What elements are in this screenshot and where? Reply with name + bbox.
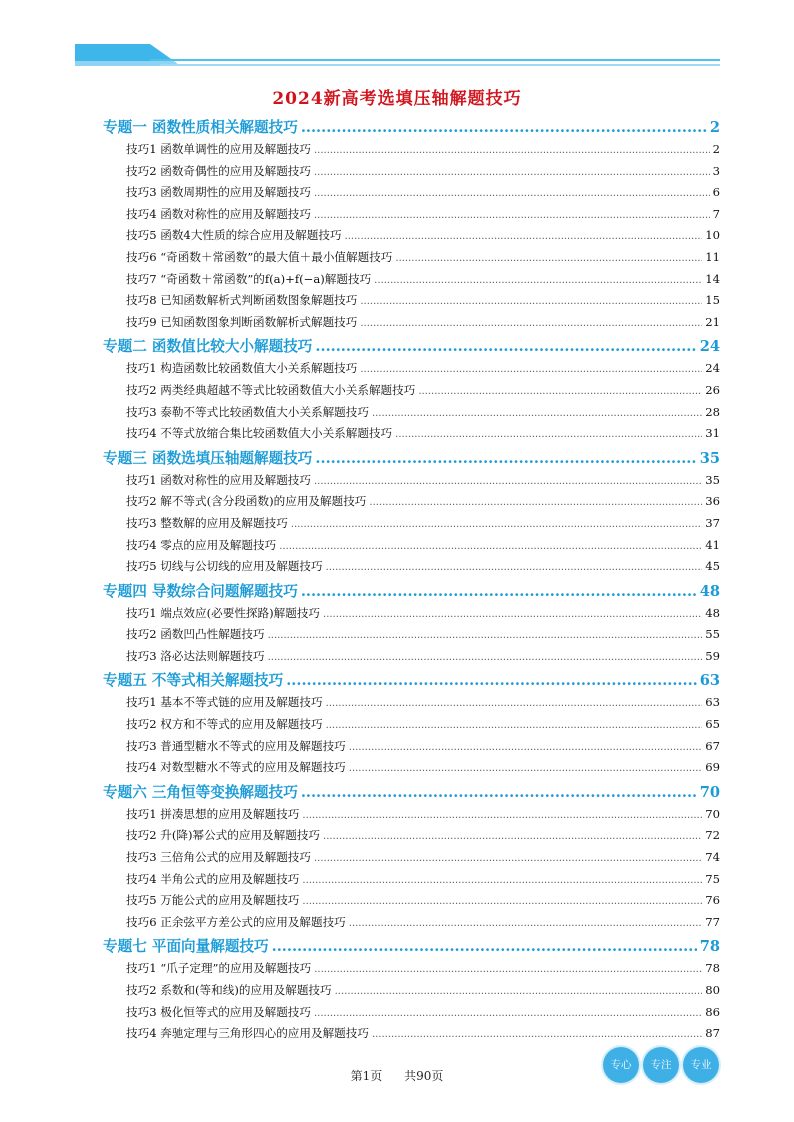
toc-section-label: 专题一 函数性质相关解题技巧 <box>103 119 298 136</box>
toc-section[interactable] <box>103 781 720 806</box>
toc-item-label: 技巧2 函数凹凸性解题技巧 <box>126 627 265 642</box>
badge-zhuanxin: 专心 <box>603 1047 639 1083</box>
leader-dots <box>360 318 702 329</box>
toc-item[interactable] <box>103 738 720 760</box>
toc-item-page: 48 <box>705 605 720 620</box>
toc-section[interactable] <box>103 335 720 360</box>
toc-item[interactable] <box>103 849 720 871</box>
leader-dots <box>301 583 697 600</box>
leader-dots <box>314 145 710 156</box>
toc-section[interactable] <box>103 116 720 141</box>
leader-dots <box>314 476 702 487</box>
page-number: 第1页 <box>350 1069 383 1083</box>
toc-item[interactable] <box>103 360 720 382</box>
leader-dots <box>286 672 696 689</box>
toc-item[interactable] <box>103 827 720 849</box>
toc-item[interactable] <box>103 1004 720 1026</box>
toc-item-page: 11 <box>705 249 720 264</box>
toc-item[interactable] <box>103 382 720 404</box>
toc-item-page: 78 <box>705 961 720 976</box>
leader-dots <box>268 652 703 663</box>
toc-item-page: 80 <box>705 983 720 997</box>
toc-item-page: 77 <box>705 914 720 929</box>
toc-item-label: 技巧8 已知函数解析式判断函数图象解题技巧 <box>126 293 358 308</box>
toc-item[interactable] <box>103 184 720 206</box>
leader-dots <box>326 698 703 709</box>
toc-section-label: 专题四 导数综合问题解题技巧 <box>103 582 298 600</box>
toc-item-label: 技巧2 两类经典超越不等式比较函数值大小关系解题技巧 <box>126 382 416 397</box>
toc-section-page: 2 <box>709 119 720 136</box>
toc-item-label: 技巧4 奔驰定理与三角形四心的应用及解题技巧 <box>126 1026 369 1041</box>
toc-item[interactable] <box>103 1025 720 1047</box>
toc-item-label: 技巧1 拼凑思想的应用及解题技巧 <box>126 806 300 821</box>
toc-item-label: 技巧1 函数对称性的应用及解题技巧 <box>126 472 311 487</box>
badge-zhuanzhu: 专注 <box>643 1047 679 1083</box>
toc-item[interactable] <box>103 605 720 627</box>
toc-section-page: 48 <box>699 582 720 600</box>
leader-dots <box>326 720 703 731</box>
toc-item-page: 76 <box>705 893 720 908</box>
toc-item[interactable] <box>103 960 720 982</box>
toc-section[interactable] <box>103 935 720 960</box>
toc-section-page: 63 <box>699 672 720 690</box>
slogan-badges <box>603 1047 721 1085</box>
toc-item-page: 75 <box>705 871 720 886</box>
toc-item[interactable] <box>103 694 720 716</box>
leader-dots <box>315 450 696 467</box>
toc-item-label: 技巧3 洛必达法则解题技巧 <box>126 648 265 663</box>
toc-item[interactable] <box>103 141 720 163</box>
toc-item-page: 36 <box>705 494 720 509</box>
toc-item-page: 14 <box>705 271 720 286</box>
toc-item-label: 技巧3 整数解的应用及解题技巧 <box>126 515 288 530</box>
toc-item[interactable] <box>103 472 720 494</box>
toc-item-page: 10 <box>705 228 720 243</box>
toc-item-page: 21 <box>705 314 720 329</box>
toc-section[interactable] <box>103 580 720 605</box>
toc-item[interactable] <box>103 206 720 228</box>
toc-item-label: 技巧2 解不等式(含分段函数)的应用及解题技巧 <box>126 494 367 509</box>
leader-dots <box>302 896 702 907</box>
leader-dots <box>314 964 702 975</box>
toc-item-page: 63 <box>705 695 720 710</box>
toc-item-label: 技巧1 端点效应(必要性探路)解题技巧 <box>126 605 321 620</box>
leader-dots <box>301 784 697 801</box>
toc-item[interactable] <box>103 806 720 828</box>
leader-dots <box>372 408 702 419</box>
toc-section-page: 24 <box>699 338 720 356</box>
toc-item-label: 技巧5 函数4大性质的综合应用及解题技巧 <box>126 228 342 243</box>
leader-dots <box>291 519 702 530</box>
table-of-contents <box>103 116 720 1047</box>
leader-dots <box>345 231 703 242</box>
toc-item[interactable] <box>103 914 720 936</box>
toc-item[interactable] <box>103 493 720 515</box>
toc-item[interactable] <box>103 982 720 1004</box>
header-banner <box>0 0 794 80</box>
leader-dots <box>369 497 702 508</box>
toc-item-page: 41 <box>705 537 720 552</box>
toc-item-label: 技巧6 正余弦平方差公式的应用及解题技巧 <box>126 914 346 929</box>
toc-item-label: 技巧3 泰勒不等式比较函数值大小关系解题技巧 <box>126 404 369 419</box>
toc-item[interactable] <box>103 871 720 893</box>
toc-section[interactable] <box>103 669 720 694</box>
leader-dots <box>372 1029 702 1040</box>
toc-item-label: 技巧4 半角公式的应用及解题技巧 <box>126 871 300 886</box>
toc-item-page: 37 <box>705 515 720 530</box>
toc-item-label: 技巧3 极化恒等式的应用及解题技巧 <box>126 1004 311 1019</box>
toc-item-label: 技巧7 “奇函数＋常函数”的f(a)+f(−a)解题技巧 <box>126 271 372 286</box>
toc-item-label: 技巧5 万能公式的应用及解题技巧 <box>126 893 300 908</box>
toc-item-label: 技巧1 基本不等式链的应用及解题技巧 <box>126 695 323 710</box>
leader-dots <box>314 210 710 221</box>
toc-item-page: 70 <box>705 806 720 821</box>
toc-item-label: 技巧1 构造函数比较函数值大小关系解题技巧 <box>126 361 358 376</box>
leader-dots <box>302 810 702 821</box>
toc-item-page: 24 <box>705 361 720 376</box>
toc-item-page: 55 <box>705 627 720 642</box>
toc-item[interactable] <box>103 537 720 559</box>
toc-item[interactable] <box>103 227 720 249</box>
toc-item[interactable] <box>103 271 720 293</box>
toc-item[interactable] <box>103 892 720 914</box>
toc-item-page: 67 <box>705 738 720 753</box>
toc-item-page: 3 <box>712 163 720 178</box>
toc-section-page: 35 <box>699 449 720 467</box>
toc-item-page: 7 <box>712 206 720 221</box>
toc-item[interactable] <box>103 292 720 314</box>
toc-item-page: 31 <box>705 426 720 441</box>
toc-section-label: 专题二 函数值比较大小解题技巧 <box>103 338 313 356</box>
leader-dots <box>326 562 703 573</box>
toc-item[interactable] <box>103 404 720 426</box>
leader-dots <box>360 364 702 375</box>
leader-dots <box>349 742 702 753</box>
toc-section-page: 70 <box>699 783 720 801</box>
leader-dots <box>323 831 702 842</box>
leader-dots <box>302 875 702 886</box>
toc-item-page: 74 <box>705 850 720 865</box>
toc-item-label: 技巧2 升(降)幂公式的应用及解题技巧 <box>126 828 321 843</box>
leader-dots <box>314 853 702 864</box>
leader-dots <box>279 541 702 552</box>
toc-item[interactable] <box>103 314 720 336</box>
toc-item-label: 技巧1 “爪子定理”的应用及解题技巧 <box>126 961 312 976</box>
toc-item[interactable] <box>103 515 720 537</box>
toc-item-page: 28 <box>705 404 720 419</box>
badge-zhuanye: 专业 <box>683 1047 719 1083</box>
toc-section-label: 专题七 平面向量解题技巧 <box>103 938 269 956</box>
leader-dots <box>314 167 710 178</box>
leader-dots <box>272 938 697 955</box>
toc-item[interactable] <box>103 626 720 648</box>
leader-dots <box>314 1008 702 1019</box>
toc-item-page: 69 <box>705 760 720 775</box>
toc-item-page: 45 <box>705 559 720 574</box>
toc-item-label: 技巧1 函数单调性的应用及解题技巧 <box>126 142 311 156</box>
leader-dots <box>315 338 696 355</box>
page-total: 共90页 <box>404 1069 444 1083</box>
toc-item[interactable] <box>103 163 720 185</box>
toc-section-label: 专题五 不等式相关解题技巧 <box>103 672 284 690</box>
toc-item-label: 技巧2 系数和(等和线)的应用及解题技巧 <box>126 983 332 997</box>
toc-section-label: 专题六 三角恒等变换解题技巧 <box>103 783 298 801</box>
toc-item-page: 65 <box>705 717 720 732</box>
toc-item-label: 技巧4 对数型糖水不等式的应用及解题技巧 <box>126 760 346 775</box>
toc-item-label: 技巧3 三倍角公式的应用及解题技巧 <box>126 850 311 865</box>
toc-item[interactable] <box>103 558 720 580</box>
leader-dots <box>360 296 702 307</box>
toc-item[interactable] <box>103 759 720 781</box>
toc-item-label: 技巧6 “奇函数＋常函数”的最大值＋最小值解题技巧 <box>126 249 393 264</box>
toc-item-label: 技巧5 切线与公切线的应用及解题技巧 <box>126 559 323 574</box>
toc-item[interactable] <box>103 648 720 670</box>
leader-dots <box>323 609 702 620</box>
toc-item-page: 26 <box>705 382 720 397</box>
toc-item-page: 2 <box>712 142 720 156</box>
leader-dots <box>349 918 702 929</box>
leader-dots <box>314 188 710 199</box>
document-title: 2024新高考选填压轴解题技巧 <box>272 89 522 109</box>
toc-item-label: 技巧2 权方和不等式的应用及解题技巧 <box>126 717 323 732</box>
toc-item[interactable] <box>103 716 720 738</box>
toc-item-label: 技巧3 普通型糖水不等式的应用及解题技巧 <box>126 738 346 753</box>
leader-dots <box>374 275 702 286</box>
toc-item-page: 87 <box>705 1026 720 1041</box>
leader-dots <box>301 119 707 136</box>
toc-item[interactable] <box>103 249 720 271</box>
leader-dots <box>349 763 702 774</box>
toc-section-page: 78 <box>699 938 720 956</box>
toc-item[interactable] <box>103 425 720 447</box>
leader-dots <box>335 986 703 997</box>
toc-section[interactable] <box>103 447 720 472</box>
toc-item-page: 15 <box>705 293 720 308</box>
leader-dots <box>268 630 703 641</box>
leader-dots <box>418 386 702 397</box>
toc-item-page: 59 <box>705 648 720 663</box>
leader-dots <box>395 429 702 440</box>
toc-section-label: 专题三 函数选填压轴题解题技巧 <box>103 449 313 467</box>
toc-item-page: 86 <box>705 1004 720 1019</box>
toc-item-label: 技巧2 函数奇偶性的应用及解题技巧 <box>126 163 311 178</box>
toc-item-page: 72 <box>705 828 720 843</box>
toc-item-label: 技巧4 零点的应用及解题技巧 <box>126 537 277 552</box>
toc-item-page: 6 <box>712 185 720 200</box>
toc-item-label: 技巧4 函数对称性的应用及解题技巧 <box>126 206 311 221</box>
toc-item-label: 技巧9 已知函数图象判断函数解析式解题技巧 <box>126 314 358 329</box>
toc-item-page: 35 <box>705 472 720 487</box>
toc-item-label: 技巧3 函数周期性的应用及解题技巧 <box>126 185 311 200</box>
toc-item-label: 技巧4 不等式放缩合集比较函数值大小关系解题技巧 <box>126 426 393 441</box>
leader-dots <box>395 253 702 264</box>
